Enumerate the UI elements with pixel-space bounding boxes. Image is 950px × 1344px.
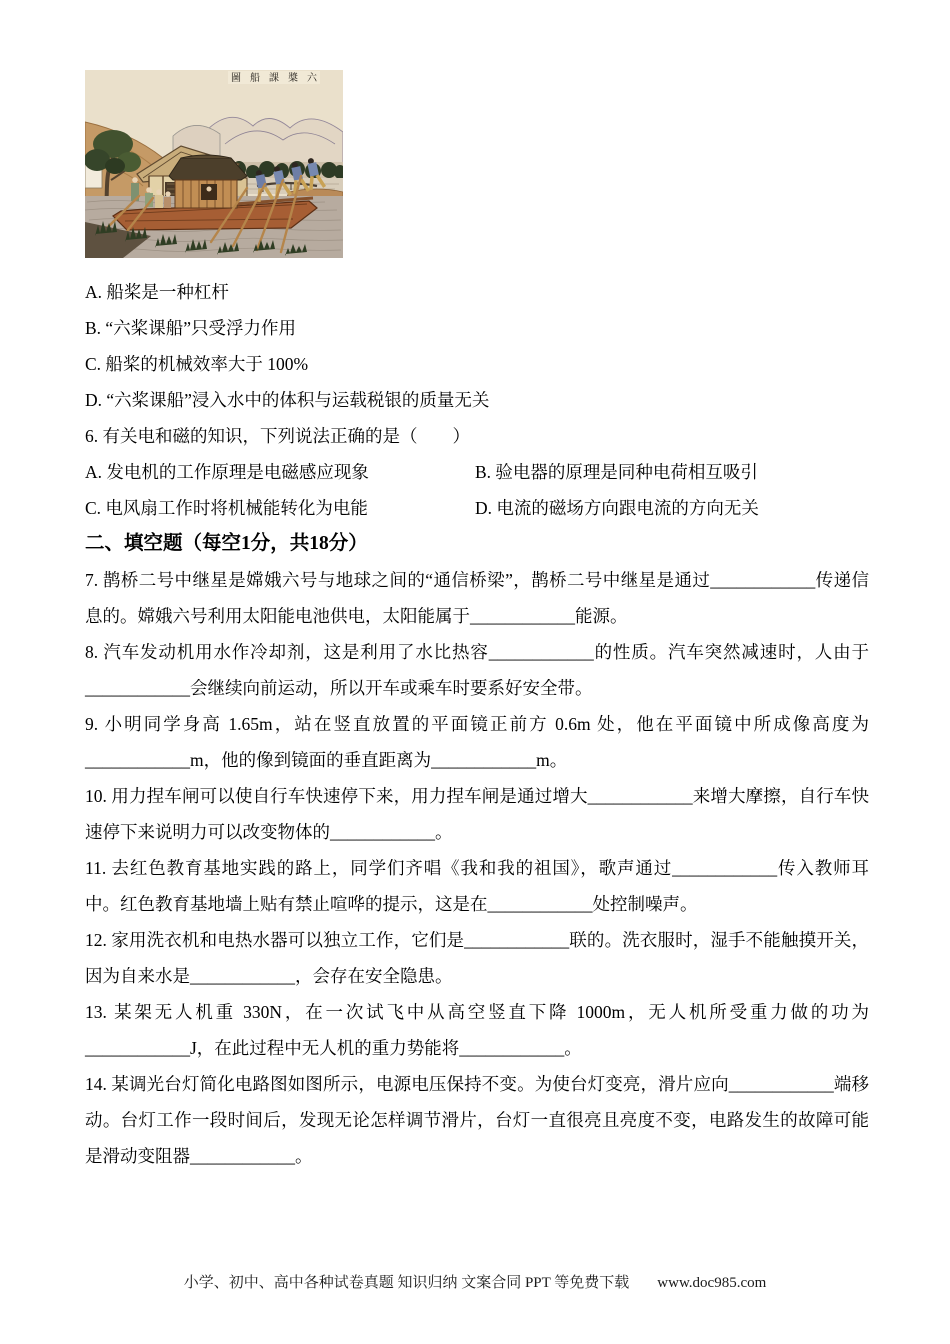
painting-title-char: 船 (250, 73, 260, 84)
q5-option-c: C. 船桨的机械效率大于 100% (85, 354, 309, 374)
question-10: 10. 用力捏车闸可以使自行车快速停下来，用力捏车闸是通过增大____________来增大摩擦，自行车快速停下来说明力可以改变物体的____________。 (85, 786, 869, 842)
question-12: 12. 家用洗衣机和电热水器可以独立工作，它们是____________联的。洗衣服时，湿手不能触摸开关，因为自来水是____________，会存在安全隐患。 (85, 930, 869, 986)
q5-option-a: A. 船桨是一种杠杆 (85, 282, 229, 302)
question-8: 8. 汽车发动机用水作冷却剂，这是利用了水比热容____________的性质。汽车突然减速时，人由于____________会继续向前运动，所以开车或乘车时要系好安全带。 (85, 642, 869, 698)
question-11: 11. 去红色教育基地实践的路上，同学们齐唱《我和我的祖国》，歌声通过____________传入教师耳中。红色教育基地墙上贴有禁止喧哗的提示，这是在____________处控制噪声。 (85, 858, 869, 914)
painting-title-char: 圖 (231, 73, 241, 84)
page-footer (0, 1271, 950, 1292)
q6-option-b: B. 验电器的原理是同种电荷相互吸引 (475, 462, 758, 482)
q6-option-d: D. 电流的磁场方向跟电流的方向无关 (475, 498, 759, 518)
q6-options (85, 454, 869, 526)
footer-url: www.doc985.com (657, 1275, 767, 1291)
fill-in-questions (85, 562, 869, 1174)
q6-option-a: A. 发电机的工作原理是电磁感应现象 (85, 462, 369, 482)
question-7: 7. 鹊桥二号中继星是嫦娥六号与地球之间的“通信桥梁”，鹊桥二号中继星是通过____________传递信息的。嫦娥六号利用太阳能电池供电，太阳能属于____________能源。 (85, 570, 869, 626)
footer-text: 小学、初中、高中各种试卷真题 知识归纳 文案合同 PPT 等免费下载 (183, 1275, 630, 1291)
painting-title-char: 六 (307, 73, 317, 84)
q6-option-c: C. 电风扇工作时将机械能转化为电能 (85, 498, 368, 518)
painting-title-char: 課 (269, 73, 279, 84)
question-9: 9. 小明同学身高 1.65m，站在竖直放置的平面镜正前方 0.6m 处，他在平面镜中所成像高度为____________m，他的像到镜面的垂直距离为____________m。 (85, 714, 869, 770)
boat-painting-figure (85, 70, 343, 258)
section2-heading: 二、填空题（每空1分，共18分） (85, 533, 368, 554)
painting-title-char: 槳 (288, 73, 298, 84)
question-14: 14. 某调光台灯简化电路图如图所示，电源电压保持不变。为使台灯变亮，滑片应向____________端移动。台灯工作一段时间后，发现无论怎样调节滑片，台灯一直很亮且亮度不变，电路发生的故障可能是滑动变阻器____________。 (85, 1074, 869, 1166)
question5-options (85, 274, 869, 418)
question-13: 13. 某架无人机重 330N，在一次试飞中从高空竖直下降 1000m，无人机所受重力做的功为____________J，在此过程中无人机的重力势能将____________。 (85, 1002, 869, 1058)
q5-option-b: B. “六桨课船”只受浮力作用 (85, 318, 296, 338)
question6 (85, 418, 869, 526)
painting-title (228, 71, 320, 84)
q5-option-d: D. “六桨课船”浸入水中的体积与运载税银的质量无关 (85, 390, 490, 410)
q6-stem: 6. 有关电和磁的知识，下列说法正确的是（ ） (85, 426, 470, 446)
exam-content (85, 70, 869, 1174)
boat-painting-image (85, 70, 343, 258)
